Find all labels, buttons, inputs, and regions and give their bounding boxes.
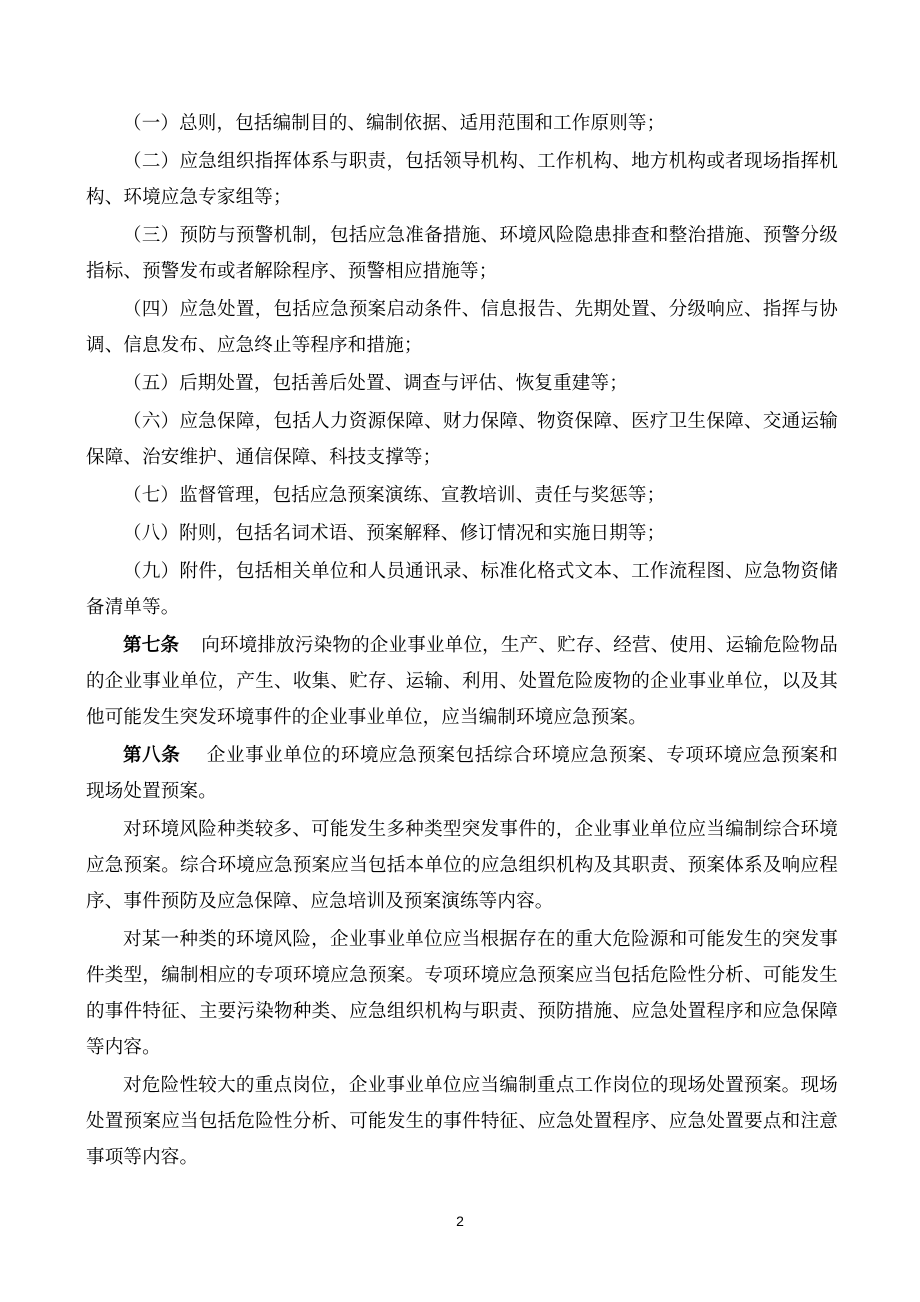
list-item-5: （五）后期处置，包括善后处置、调查与评估、恢复重建等； <box>123 373 628 394</box>
page-number: 2 <box>456 1213 464 1229</box>
list-item-2: （二）应急组织指挥体系与职责，包括领导机构、工作机构、地方机构或者现场指挥机构、环境应急专家组等； <box>86 151 838 208</box>
list-item-1: （一）总则，包括编制目的、编制依据、适用范围和工作原则等； <box>123 113 666 134</box>
list-item-9: （九）附件，包括相关单位和人员通讯录、标准化格式文本、工作流程图、应急物资储备清单等。 <box>86 561 838 618</box>
article-8 <box>86 738 838 810</box>
list-item-8: （八）附则，包括名词术语、预案解释、修订情况和实施日期等； <box>123 523 666 544</box>
list-item-6: （六）应急保障，包括人力资源保障、财力保障、物资保障、医疗卫生保障、交通运输保障、治安维护、通信保障、科技支撑等； <box>86 411 838 468</box>
paragraph-onsite-plan: 对危险性较大的重点岗位，企业事业单位应当编制重点工作岗位的现场处置预案。现场处置预案应当包括危险性分析、可能发生的事件特征、应急处置程序、应急处置要点和注意事项等内容。 <box>86 1075 838 1168</box>
list-item-7: （七）监督管理，包括应急预案演练、宣教培训、责任与奖惩等； <box>123 485 666 506</box>
document-body <box>86 106 838 1178</box>
article-8-label: 第八条 <box>123 745 181 766</box>
article-7-label: 第七条 <box>123 635 180 656</box>
article-7-text: 向环境排放污染物的企业事业单位，生产、贮存、经营、使用、运输危险物品的企业事业单位，产生、收集、贮存、运输、利用、处置危险废物的企业事业单位，以及其他可能发生突发环境事件的企业事业单位，应当编制环境应急预案。 <box>86 635 838 728</box>
list-item-4: （四）应急处置，包括应急预案启动条件、信息报告、先期处置、分级响应、指挥与协调、信息发布、应急终止等程序和措施； <box>86 299 838 356</box>
paragraph-special-plan: 对某一种类的环境风险，企业事业单位应当根据存在的重大危险源和可能发生的突发事件类型，编制相应的专项环境应急预案。专项环境应急预案应当包括危险性分析、可能发生的事件特征、主要污染物种类、应急组织机构与职责、预防措施、应急处置程序和应急保障等内容。 <box>86 929 838 1058</box>
article-8-text: 企业事业单位的环境应急预案包括综合环境应急预案、专项环境应急预案和现场处置预案。 <box>86 745 838 802</box>
article-7 <box>86 628 838 736</box>
list-item-3: （三）预防与预警机制，包括应急准备措施、环境风险隐患排查和整治措施、预警分级指标、预警发布或者解除程序、预警相应措施等； <box>86 225 838 282</box>
paragraph-comprehensive-plan: 对环境风险种类较多、可能发生多种类型突发事件的，企业事业单位应当编制综合环境应急预案。综合环境应急预案应当包括本单位的应急组织机构及其职责、预案体系及响应程序、事件预防及应急保障、应急培训及预案演练等内容。 <box>86 819 838 912</box>
